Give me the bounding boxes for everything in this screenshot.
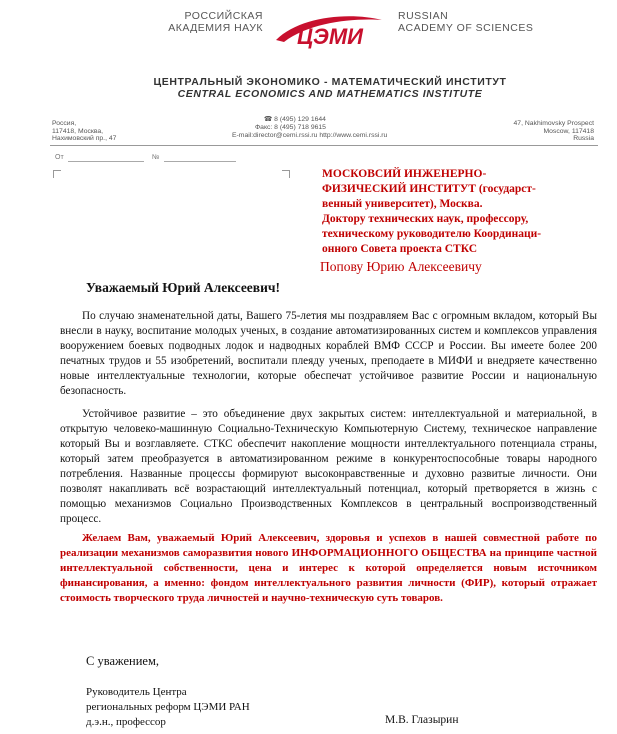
academy-en-line2: ACADEMY OF SCIENCES xyxy=(398,22,534,34)
address-en-line: Russia xyxy=(573,135,594,143)
closing-regards: С уважением, xyxy=(86,654,159,668)
address-ru xyxy=(52,120,116,143)
position-line: региональных реформ ЦЭМИ РАН xyxy=(86,701,250,713)
address-window-corner-left xyxy=(53,170,61,178)
academy-ru-line2: АКАДЕМИЯ НАУК xyxy=(168,22,263,34)
email-web: E-mail:director@cemi.rssi.ru http://www.cemi.rssi.ru xyxy=(232,132,388,139)
address-en xyxy=(470,120,594,143)
signatory-position xyxy=(86,685,250,730)
academy-ru-line1: РОССИЙСКАЯ xyxy=(184,10,263,22)
logo-text: ЦЭМИ xyxy=(297,24,363,49)
addressee-line: техническому руководителю Координаци- xyxy=(322,228,542,240)
addressee-name: Попову Юрию Алексеевичу xyxy=(320,259,482,274)
number-label: № xyxy=(152,154,160,161)
signer-name: М.В. Глазырин xyxy=(385,714,459,726)
address-ru-line: Нахимовский пр., 47 xyxy=(52,135,117,143)
greeting: Уважаемый Юрий Алексеевич! xyxy=(86,280,280,295)
ot-label: От xyxy=(55,154,64,161)
contact-phones xyxy=(255,116,326,131)
addressee-line: Доктору технических наук, профессору, xyxy=(322,213,529,225)
header-divider xyxy=(50,145,598,146)
body-paragraph-2: Устойчивое развитие – это объединение двух закрытых систем: интеллектуальной и материальной, в открытую человеко-машинную Социально-Техническую Компьютерную Систему, техническое направление который Вы и возглавляете. СТКС обеспечит накопление мощности интеллектуального потенциала страны, который затем преобразуется в автоматизированном режиме в конкурентоспособные товары народного потребления. Названные процессы формируют высоконравственные и духовно развитые личности. Они позволят накапливать всё возрастающий интеллектуальный потенциал, который претворяется в жизнь с помощью механизмов Социально Производственных Комплексов в центральный воспроизводственный процесс. xyxy=(60,408,597,525)
address-en-line: 47, Nakhimovsky Prospect xyxy=(513,120,594,127)
body-paragraph-3: Желаем Вам, уважаемый Юрий Алексеевич, здоровья и успехов в нашей совместной работе по реализации механизмов саморазвития нового ИНФОРМАЦИОННОГО ОБЩЕСТВА на принципе частной интеллектуальной собственности, цена и интерес к которой определяется новым источником финансирования, а именно: фондом интеллектуального развития личности (ФИР), который отражает стоимость творческого труда личностей и научно-техническую суть товаров. xyxy=(60,532,597,604)
position-line: д.э.н., профессор xyxy=(86,716,166,728)
addressee-line: ФИЗИЧЕСКИЙ ИНСТИТУТ (государст- xyxy=(322,183,536,195)
addressee-line: МОСКОВСИЙ ИНЖЕНЕРНО- xyxy=(322,168,487,180)
institute-name-ru: ЦЕНТРАЛЬНЫЙ ЭКОНОМИКО - МАТЕМАТИЧЕСКИЙ ИНСТИТУТ xyxy=(153,76,507,88)
cemi-logo xyxy=(270,10,388,52)
addressee-line: венный университет), Москва. xyxy=(322,198,483,210)
ot-field-line xyxy=(68,161,144,162)
institute-name-en: CENTRAL ECONOMICS AND MATHEMATICS INSTITUTE xyxy=(177,88,483,100)
position-line: Руководитель Центра xyxy=(86,686,187,698)
address-window-corner-right xyxy=(282,170,290,178)
address-en-line: Moscow, 117418 xyxy=(543,127,594,135)
academy-en-line1: RUSSIAN xyxy=(398,10,449,22)
phone-line: ☎ 8 (495) 129 1644 xyxy=(263,116,326,123)
address-ru-line: Россия, xyxy=(52,120,77,127)
body-paragraph-1: По случаю знаменательной даты, Вашего 75-летия мы поздравляем Вас с огромным вкладом, который Вы внесли в науку, воспитание молодых ученых, в создание автоматизированных систем и комплексов управления вооружением боевых подводных лодок и надводных кораблей ВМФ СССР и России. Вы имеете более 200 печатных трудов и 55 изобретений, воспитали плеяду ученых, преподаете в МИФИ и внедряете качественно новые интеллектуальные технологии, которые обеспечат устойчивое развитие России и национальную безопасность. xyxy=(60,310,597,397)
number-field-line xyxy=(164,161,236,162)
fax-line: Факс: 8 (495) 718 9615 xyxy=(255,123,326,131)
academy-name-ru xyxy=(148,10,263,34)
academy-name-en xyxy=(398,10,533,34)
addressee-block xyxy=(322,167,602,257)
address-ru-line: 117418, Москва, xyxy=(52,127,104,135)
addressee-line: онного Совета проекта СТКС xyxy=(322,243,478,255)
